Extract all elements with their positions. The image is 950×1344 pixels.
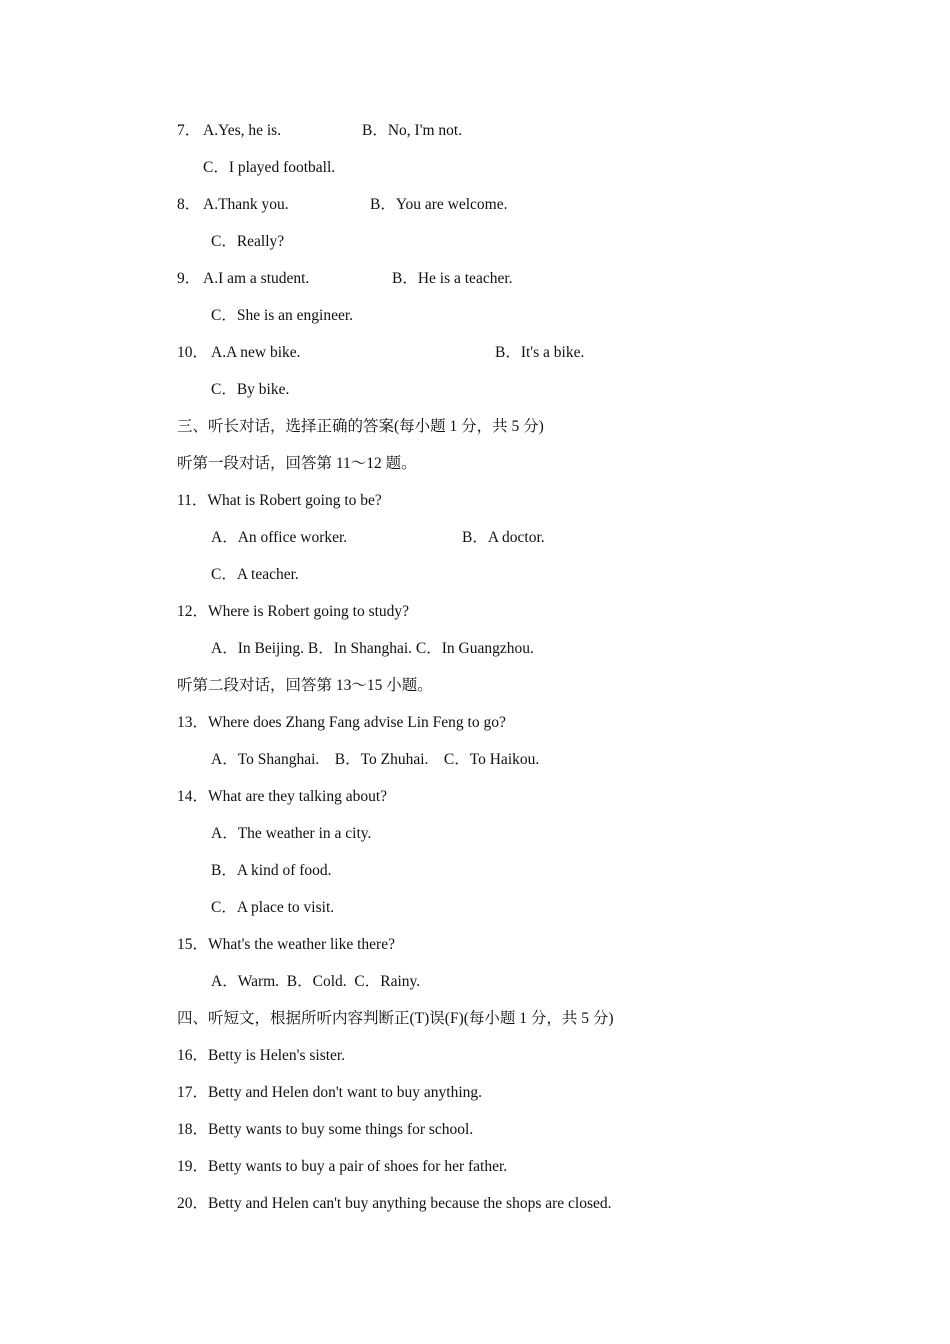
q11-option-c: C．A teacher. [211,566,299,583]
q15-options: A．Warm. B．Cold. C．Rainy. [211,973,421,990]
q9-number: 9． [177,270,201,287]
q7-number: 7． [177,122,201,139]
q10-number: 10． [177,344,209,361]
q9-option-a: A.I am a student. [203,270,310,287]
q9-option-b: B．He is a teacher. [392,270,513,287]
q7-option-c: C．I played football. [203,159,336,176]
q8-option-c: C．Really? [211,233,285,250]
q12-stem: 12．Where is Robert going to study? [177,603,410,620]
q12-options: A．In Beijing. B．In Shanghai. C．In Guangzhou. [211,640,534,657]
q10-option-c: C．By bike. [211,381,290,398]
dialog-1-instruction: 听第一段对话，回答第 11～12 题。 [177,455,417,472]
q7-option-a: A.Yes, he is. [203,122,282,139]
q8-number: 8． [177,196,201,213]
q8-option-b: B．You are welcome. [370,196,508,213]
tf-item-20: 20．Betty and Helen can't buy anything because the shops are closed. [177,1195,612,1212]
tf-item-17: 17．Betty and Helen don't want to buy anything. [177,1084,482,1101]
q13-stem: 13．Where does Zhang Fang advise Lin Feng to go? [177,714,506,731]
q13-options: A．To Shanghai. B．To Zhuhai. C．To Haikou. [211,751,540,768]
q14-option-a: A．The weather in a city. [211,825,372,842]
dialog-2-instruction: 听第二段对话，回答第 13～15 小题。 [177,677,433,694]
q11-stem: 11．What is Robert going to be? [177,492,382,509]
section-4-heading: 四、听短文，根据所听内容判断正(T)误(F)(每小题 1 分，共 5 分) [177,1010,614,1027]
q14-stem: 14．What are they talking about? [177,788,388,805]
q9-option-c: C．She is an engineer. [211,307,354,324]
tf-item-19: 19．Betty wants to buy a pair of shoes for her father. [177,1158,508,1175]
q14-option-b: B．A kind of food. [211,862,332,879]
tf-item-16: 16．Betty is Helen's sister. [177,1047,346,1064]
q10-option-a: A.A new bike. [211,344,301,361]
q11-option-a: A．An office worker. [211,529,348,546]
q15-stem: 15．What's the weather like there? [177,936,395,953]
q10-option-b: B．It's a bike. [495,344,585,361]
q8-option-a: A.Thank you. [203,196,289,213]
q7-option-b: B．No, I'm not. [362,122,463,139]
tf-item-18: 18．Betty wants to buy some things for school. [177,1121,474,1138]
q11-option-b: B．A doctor. [462,529,545,546]
q14-option-c: C．A place to visit. [211,899,335,916]
section-3-heading: 三、听长对话，选择正确的答案(每小题 1 分，共 5 分) [177,418,544,435]
